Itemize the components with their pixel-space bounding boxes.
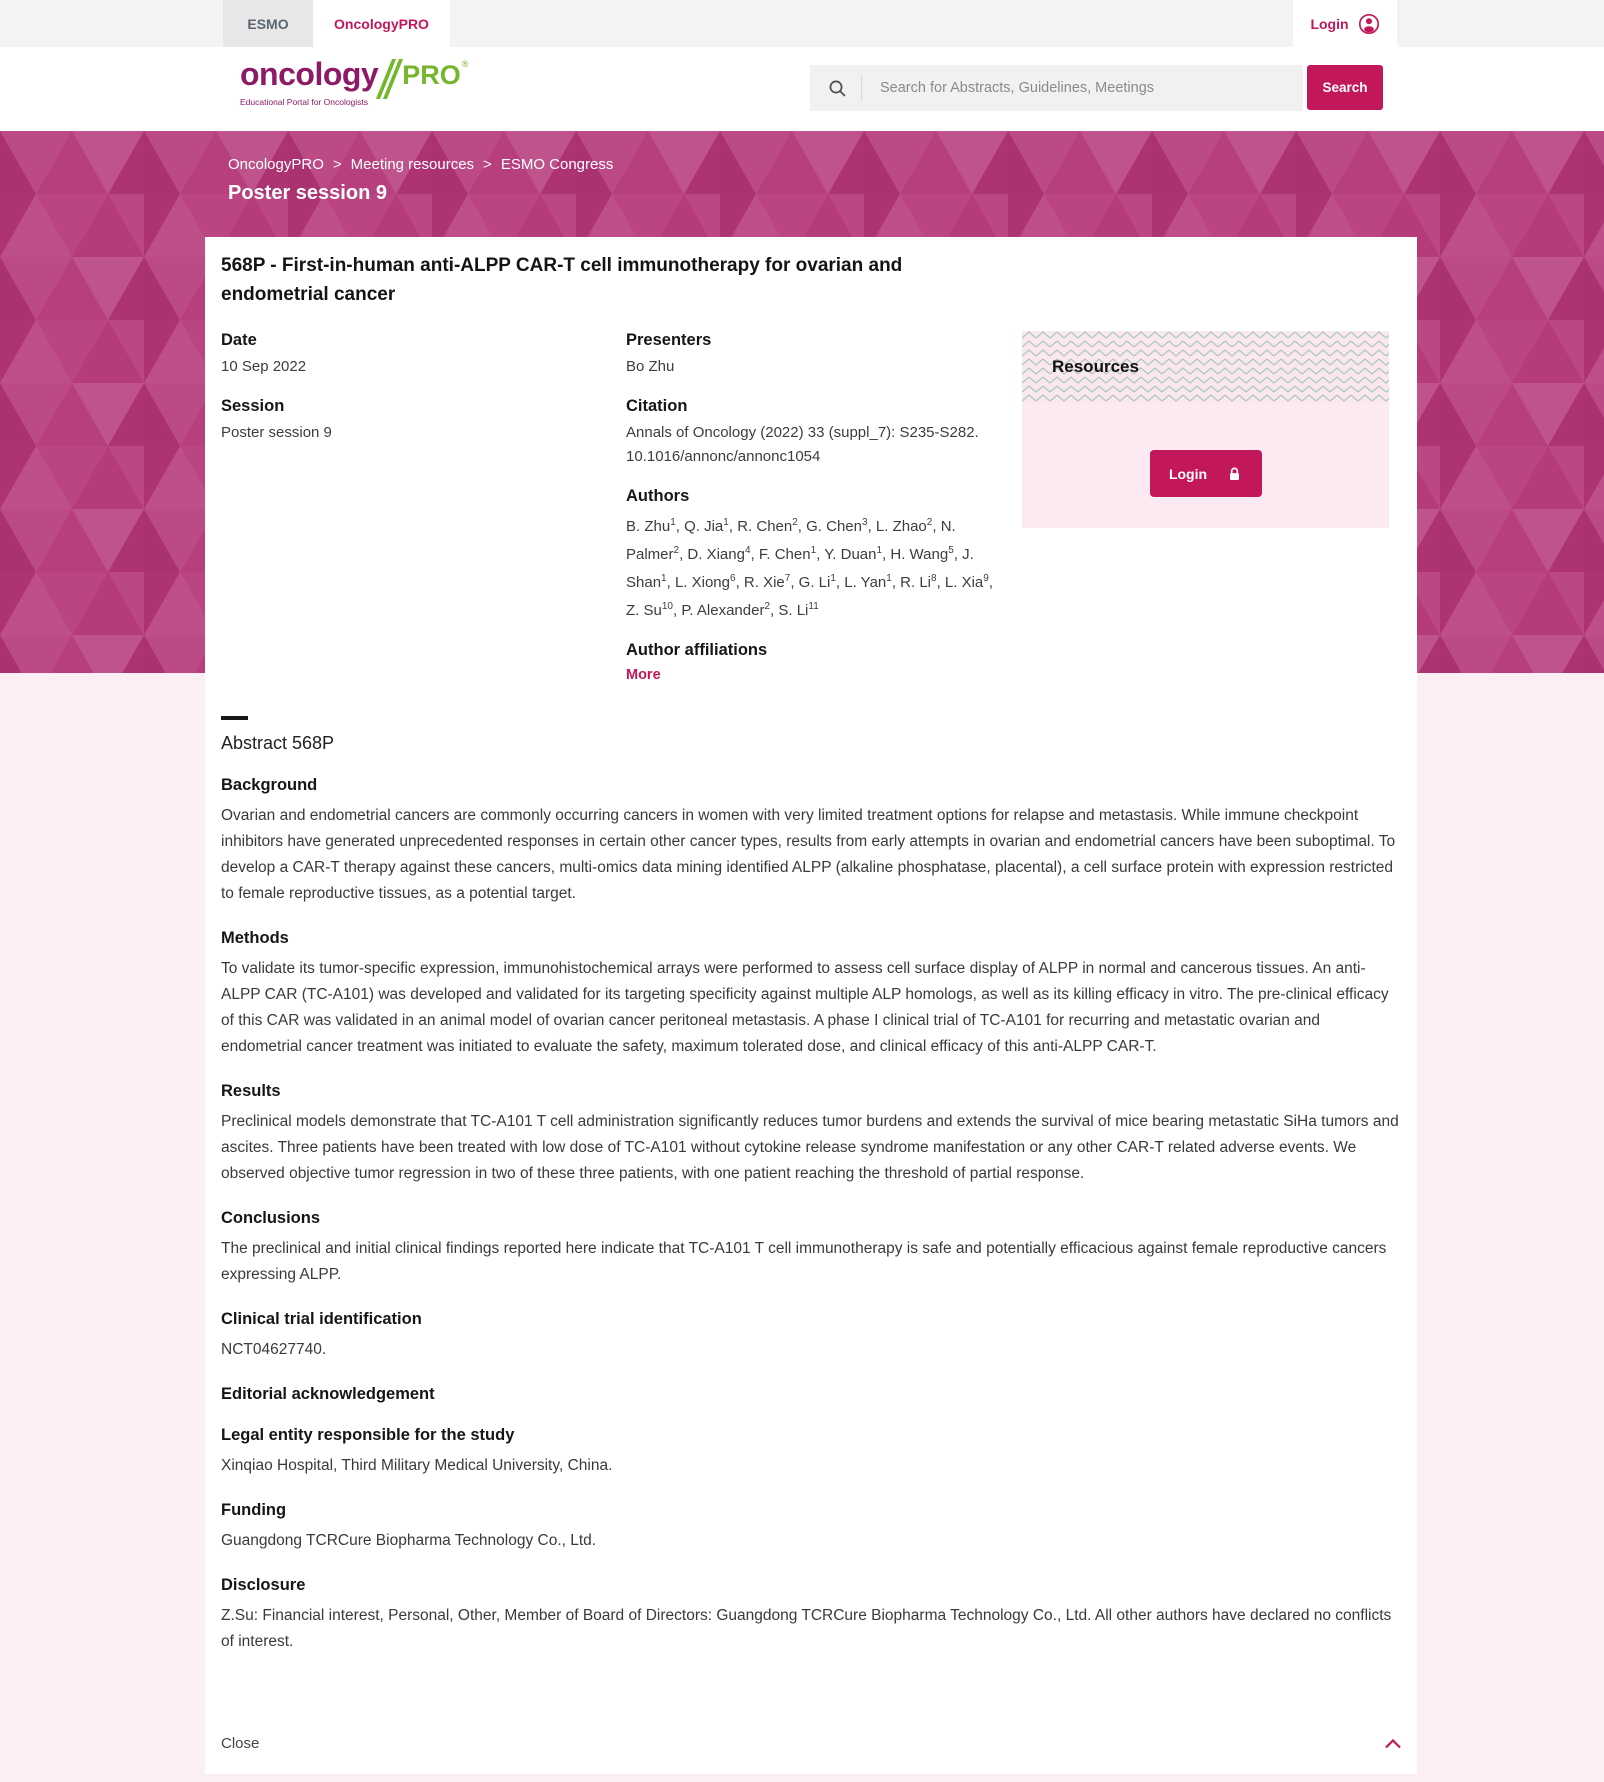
breadcrumb (228, 156, 613, 173)
section-disclosure (221, 1576, 1401, 1655)
logo-registered-mark: ® (461, 59, 469, 69)
authors-list: B. Zhu$^1$, Q. Jia$^1$, R. Chen$^2$, G. Chen$^3$, L. Zhao$^2$, N. Palmer$^2$, D. Xiang$^4$, F. Chen$^1$, Y. Duan$^1$, H. Wang$^5$, J. Shan$^1$, L. Xiong$^6$, R. Xie$^7$, G. Li$^1$, L. Yan$^1$, R. Li$^8$, L. Xia$^9$, Z. Su$^{10}$, P. Alexander$^2$, S. Li$^{11}$ (626, 517, 993, 619)
section-heading: Background (221, 776, 318, 794)
section-methods (221, 929, 1401, 1060)
section-text: The preclinical and initial clinical findings reported here indicate that TC-A101 T cell immunotherapy is safe and potentially efficacious against female reproductive cancers expressing ALPP. (221, 1240, 1387, 1283)
date-label: Date (221, 331, 257, 349)
meta-session (221, 397, 626, 445)
section-clinical-trial-identification (221, 1310, 1401, 1363)
close-label: Close (221, 1735, 260, 1752)
abstract-title: 568P - First-in-human anti-ALPP CAR-T cell immunotherapy for ovarian and endometrial cancer (221, 255, 903, 305)
search-divider (861, 75, 862, 101)
section-text: Ovarian and endometrial cancers are commonly occurring cancers in women with very limited treatment options for relapse and metastasis. While immune checkpoint inhibitors have generated unprecedented responses in certain other cancer types, results from early attempts in ovarian and endometrial cancers have been suboptimal. To develop a CAR-T therapy against these cancers, multi-omics data mining identified ALPP (alkaline phosphatase, placental), a cell surface protein with expression restricted to female reproductive tissues, as a potential target. (221, 807, 1396, 902)
meta-authors (626, 487, 998, 623)
breadcrumb-oncologypro[interactable]: OncologyPRO (228, 156, 324, 173)
breadcrumb-meeting-resources[interactable]: Meeting resources (350, 156, 475, 173)
resources-panel (1022, 331, 1389, 528)
affiliations-label: Author affiliations (626, 641, 768, 659)
abstract-card (205, 237, 1417, 1774)
section-text: NCT04627740. (221, 1341, 327, 1358)
chevron-up-icon (1385, 1739, 1401, 1749)
meta-author-affiliations (626, 641, 998, 684)
meta-left-column (221, 331, 626, 702)
abstract-number-label: Abstract 568P (221, 733, 335, 753)
login-button[interactable] (1293, 0, 1397, 47)
citation-label: Citation (626, 397, 688, 415)
section-editorial-acknowledgement (221, 1385, 1401, 1404)
logo-slashes-icon (384, 59, 398, 95)
session-label: Session (221, 397, 285, 415)
section-dash (221, 716, 248, 720)
presenters-label: Presenters (626, 331, 712, 349)
resources-login-button[interactable] (1150, 450, 1262, 497)
meta-presenters (626, 331, 998, 379)
meta-citation (626, 397, 998, 469)
section-heading: Editorial acknowledgement (221, 1385, 435, 1403)
date-value: 10 Sep 2022 (221, 358, 307, 375)
section-text: Guangdong TCRCure Biopharma Technology Co., Ltd. (221, 1532, 597, 1549)
section-legal-entity (221, 1426, 1401, 1479)
section-funding (221, 1501, 1401, 1554)
section-text: Xinqiao Hospital, Third Military Medical University, China. (221, 1457, 613, 1474)
section-heading: Funding (221, 1501, 287, 1519)
meta-right-column (626, 331, 998, 702)
login-label: Login (1310, 15, 1349, 32)
resources-title: Resources (1052, 357, 1139, 376)
resources-login-label: Login (1168, 465, 1208, 482)
lock-icon (1227, 466, 1242, 482)
citation-value: Annals of Oncology (2022) 33 (suppl_7): S235-S282. 10.1016/annonc/annonc1054 (626, 424, 979, 465)
session-value: Poster session 9 (221, 424, 332, 441)
breadcrumb-esmo-congress[interactable]: ESMO Congress (500, 156, 614, 173)
section-conclusions (221, 1209, 1401, 1288)
top-tab-strip (0, 0, 1604, 47)
user-icon (1358, 13, 1380, 35)
tab-esmo[interactable] (223, 0, 313, 47)
section-heading: Legal entity responsible for the study (221, 1426, 515, 1444)
logo-tagline: Educational Portal for Oncologists (240, 97, 369, 107)
section-results (221, 1082, 1401, 1187)
section-text: Z.Su: Financial interest, Personal, Other, Member of Board of Directors: Guangdong TCRCure Biopharma Technology Co., Ltd. All other authors have declared no conflicts of interest. (221, 1607, 1392, 1650)
section-heading: Disclosure (221, 1576, 306, 1594)
section-heading: Clinical trial identification (221, 1310, 422, 1328)
site-header (0, 47, 1604, 131)
resources-header (1022, 331, 1389, 403)
tab-esmo-label: ESMO (247, 15, 289, 32)
abstract-section-header (221, 716, 1401, 754)
search-input[interactable] (878, 79, 1278, 97)
tab-oncologypro-label: OncologyPRO (334, 15, 429, 32)
section-heading: Conclusions (221, 1209, 321, 1227)
page-title: Poster session 9 (228, 182, 387, 204)
logo-wordmark: oncology (240, 56, 379, 92)
section-heading: Results (221, 1082, 281, 1100)
breadcrumb-separator: > (483, 156, 492, 173)
meta-date (221, 331, 626, 379)
section-text: To validate its tumor-specific expression, immunohistochemical arrays were performed to assess cell surface display of ALPP in normal and cancerous tissues. An anti-ALPP CAR (TC-A101) was developed and validated for its targeting specificity against multiple ALP homologs, as well as its killing efficacy in vitro. The pre-clinical efficacy of this CAR was validated in an animal model of ovarian cancer peritoneal metastasis. A phase I clinical trial of TC-A101 for recurring and metastatic ovarian and endometrial cancer treatment was initiated to evaluate the safety, maximum tolerated dose, and clinical efficacy of this anti-ALPP CAR-T. (221, 960, 1389, 1055)
search-button[interactable]: Search (1307, 65, 1383, 110)
presenters-value: Bo Zhu (626, 358, 675, 375)
oncologypro-logo[interactable] (240, 58, 468, 107)
logo-pro-label: PRO (402, 60, 461, 90)
breadcrumb-separator: > (332, 156, 342, 173)
search-box (810, 65, 1303, 111)
more-link[interactable]: More (626, 667, 661, 683)
close-abstract-button[interactable] (221, 1725, 1401, 1762)
search-icon (828, 79, 847, 98)
abstract-meta (221, 331, 1401, 702)
authors-label: Authors (626, 487, 690, 505)
section-background (221, 776, 1401, 907)
tab-oncologypro[interactable] (313, 0, 450, 47)
section-heading: Methods (221, 929, 289, 947)
section-text: Preclinical models demonstrate that TC-A101 T cell administration significantly reduces tumor burdens and extends the survival of mice bearing metastatic SiHa tumors and ascites. Three patients have been treated with low dose of TC-A101 without cytokine release syndrome manifestation or any other CAR-T related adverse events. We observed objective tumor regression in two of these three patients, with one patient reaching the threshold of partial response. (221, 1113, 1399, 1182)
